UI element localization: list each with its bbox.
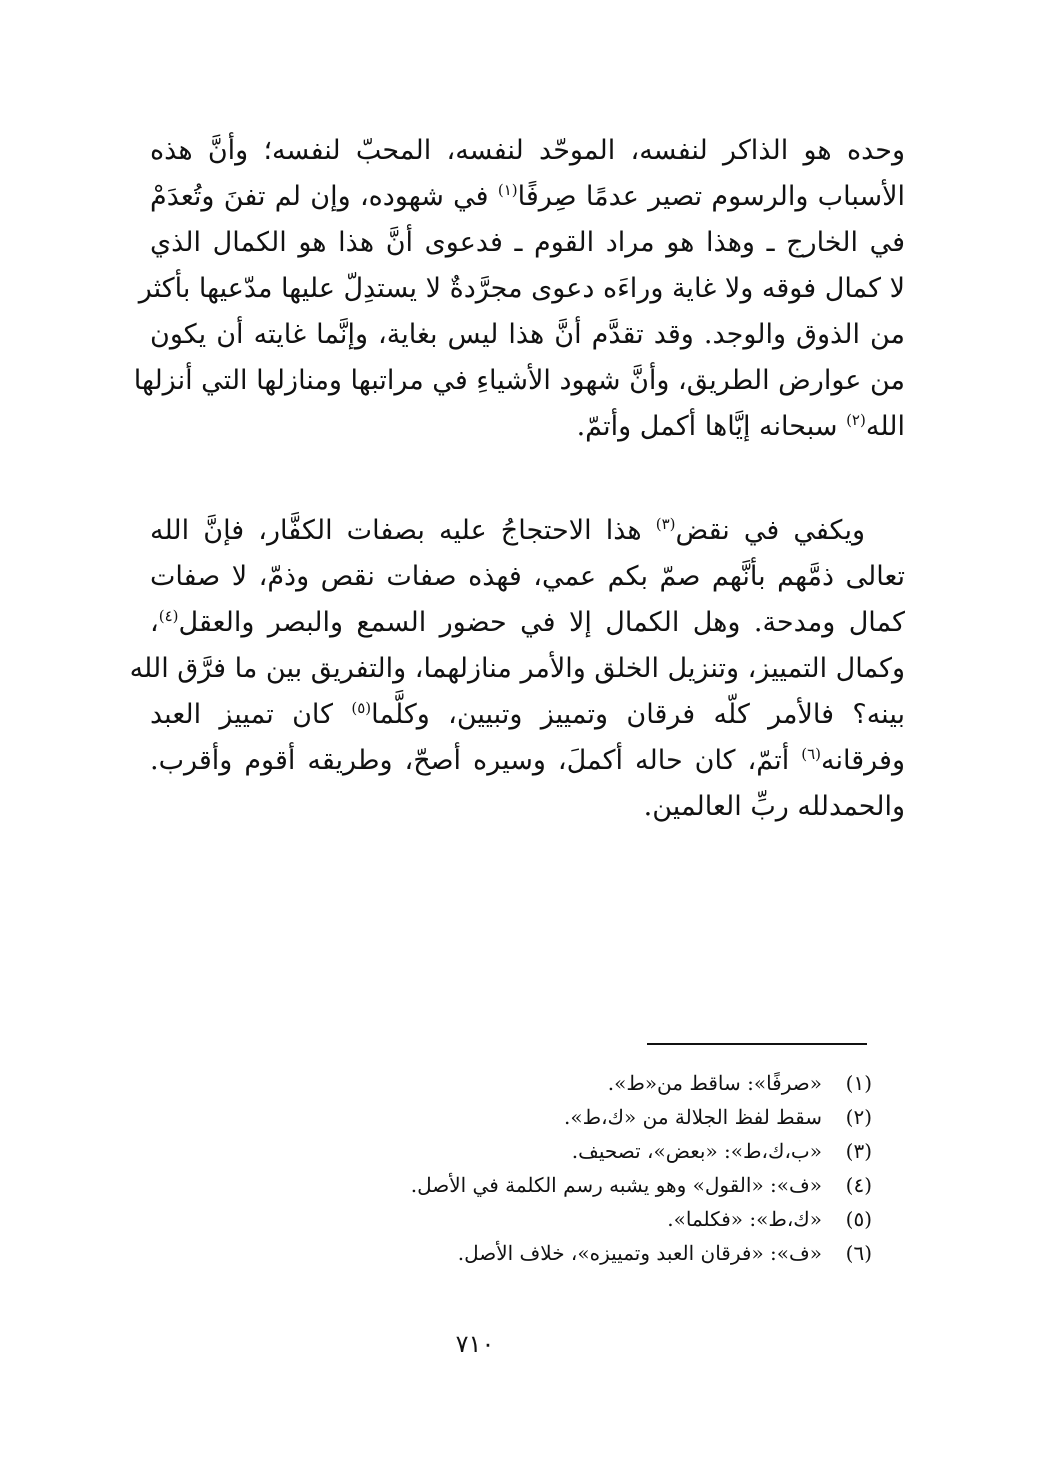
text-span: الأسباب والرسوم تصير عدمًا صِرفًا (517, 181, 905, 212)
footnote-ref-4[interactable]: (٤) (158, 607, 179, 625)
footnote-item (150, 1134, 872, 1168)
text-line: من عوارض الطريق، وأنَّ شهود الأشياءِ في مراتبها ومنازلها التي أنزلها (133, 365, 905, 396)
footnote-ref-2[interactable]: (٢) (846, 411, 866, 429)
text-span: أتمّ، كان حاله أكملَ، وسيره أصحّ، وطريقه أقوم وأقرب. (150, 745, 790, 776)
footnote-item (150, 1066, 872, 1100)
footnote-number: (٤) (845, 1173, 872, 1197)
text-span: سبحانه إيَّاها أكمل وأتمّ. (576, 411, 838, 442)
footnote-number: (٦) (845, 1241, 872, 1265)
footnote-text: «صرفًا»: ساقط من«ط». (607, 1071, 822, 1095)
footnote-number: (٥) (845, 1207, 872, 1231)
paragraph-2 (129, 508, 905, 830)
text-line: وحده هو الذاكر لنفسه، الموحّد لنفسه، المحبّ لنفسه؛ وأنَّ هذه (150, 135, 905, 166)
footnote-item (150, 1236, 872, 1270)
footnote-text: «ب،ك،ط»: «بعض»، تصحيف. (571, 1139, 822, 1163)
text-line (150, 174, 905, 220)
text-span: وفرقانه (821, 745, 905, 776)
footnote-number: (٣) (845, 1139, 872, 1163)
text-span: كان تمييز العبد (150, 699, 333, 730)
text-line: وكمال التمييز، وتنزيل الخلق والأمر منازلهما، والتفريق بين ما فرَّق الله (129, 653, 905, 684)
text-span: ، (150, 607, 159, 638)
footnote-ref-5[interactable]: (٥) (351, 699, 372, 717)
text-line: في الخارج ـ وهذا هو مراد القوم ـ فدعوى أنَّ هذا هو الكمال الذي (150, 227, 905, 258)
footnote-text: «ف»: «فرقان العبد وتمييزه»، خلاف الأصل. (457, 1241, 822, 1265)
footnote-text: «ك،ط»: «فكلما». (667, 1207, 822, 1231)
text-line (150, 508, 905, 554)
text-line (150, 404, 905, 450)
page-number: ٧١٠ (455, 1330, 495, 1358)
footnote-item (150, 1100, 872, 1134)
text-line (150, 600, 905, 646)
footnote-number: (٢) (845, 1105, 872, 1129)
text-line (150, 738, 905, 784)
footnote-ref-3[interactable]: (٣) (655, 515, 676, 533)
text-span: كمال ومدحة. وهل الكمال إلا في حضور السمع والبصر والعقل (178, 607, 905, 638)
text-line: والحمدلله ربِّ العالمين. (643, 791, 905, 822)
text-line: تعالى ذمَّهم بأنَّهم صمّ بكم عمي، فهذه صفات نقص وذمّ، لا صفات (150, 561, 905, 592)
paragraph-1 (133, 128, 905, 450)
text-span: بينه؟ فالأمر كلّه فرقان وتمييز وتبيين، وكلَّما (371, 699, 905, 730)
footnote-number: (١) (845, 1071, 872, 1095)
footnote-item (150, 1202, 872, 1236)
text-line: لا كمال فوقه ولا غاية وراءَه دعوى مجرَّدةٌ لا يستدِلّ عليها مدّعيها بأكثر (138, 273, 905, 304)
text-line: من الذوق والوجد. وقد تقدَّم أنَّ هذا ليس بغاية، وإنَّما غايته أن يكون (150, 319, 905, 350)
footnote-item (150, 1168, 872, 1202)
footnotes (150, 1066, 872, 1270)
footnote-ref-6[interactable]: (٦) (801, 745, 822, 763)
footnote-ref-1[interactable]: (١) (497, 181, 518, 199)
text-span: ويكفي في نقض (675, 515, 866, 546)
footnote-text: «ف»: «القول» وهو يشبه رسم الكلمة في الأصل. (410, 1173, 822, 1197)
footnote-divider (647, 1043, 867, 1045)
text-line (150, 692, 905, 738)
footnote-text: سقط لفظ الجلالة من «ك،ط». (564, 1105, 822, 1129)
text-span: في شهوده، وإن لم تفنَ وتُعدَمْ (150, 181, 489, 212)
text-span: هذا الاحتجاجُ عليه بصفات الكفَّار، فإنَّ الله (150, 515, 642, 546)
text-span: الله (865, 411, 905, 442)
